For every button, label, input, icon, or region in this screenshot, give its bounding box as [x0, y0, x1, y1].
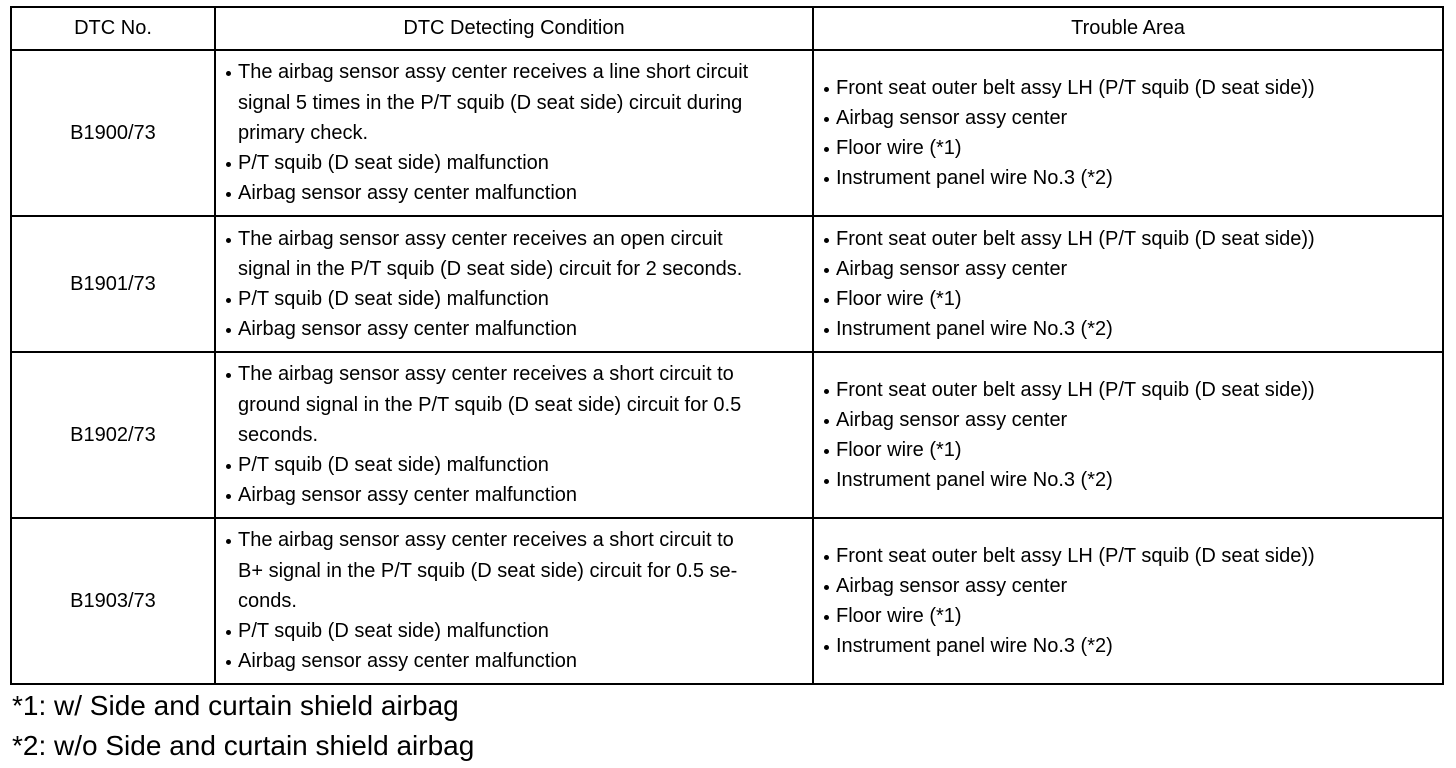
bullet-icon	[824, 117, 829, 122]
trouble-area-item: Floor wire (*1)	[814, 601, 1442, 631]
header-row	[11, 7, 1443, 50]
condition-cell	[215, 50, 813, 216]
bullet-icon	[226, 71, 231, 76]
bullet-icon	[824, 419, 829, 424]
condition-line: P/T squib (D seat side) malfunction	[216, 616, 812, 646]
condition-line: Airbag sensor assy center malfunction	[216, 178, 812, 208]
dtc-table	[10, 6, 1444, 685]
condition-list	[216, 57, 812, 208]
condition-cell	[215, 518, 813, 684]
bullet-icon	[824, 615, 829, 620]
trouble-area-cell	[813, 352, 1443, 518]
condition-line: ground signal in the P/T squib (D seat side) circuit for 0.5	[238, 393, 742, 416]
trouble-area-item: Airbag sensor assy center	[814, 103, 1442, 133]
trouble-area-cell	[813, 518, 1443, 684]
condition-line: The airbag sensor assy center receives an open circuit	[216, 224, 812, 254]
footnote-2: *2: w/o Side and curtain shield airbag	[12, 730, 475, 761]
table-row	[11, 216, 1443, 352]
bullet-icon	[226, 660, 231, 665]
bullet-icon	[824, 585, 829, 590]
trouble-area-item: Instrument panel wire No.3 (*2)	[814, 163, 1442, 193]
condition-line: P/T squib (D seat side) malfunction	[216, 450, 812, 480]
condition-cell	[215, 216, 813, 352]
condition-line: The airbag sensor assy center receives a line short circuit	[216, 57, 812, 87]
trouble-area-item: Instrument panel wire No.3 (*2)	[814, 631, 1442, 661]
condition-line: P/T squib (D seat side) malfunction	[216, 284, 812, 314]
bullet-icon	[226, 328, 231, 333]
condition-line: signal 5 times in the P/T squib (D seat side) circuit during	[238, 91, 743, 114]
trouble-area-item: Front seat outer belt assy LH (P/T squib (D seat side))	[814, 541, 1442, 571]
condition-line: Airbag sensor assy center malfunction	[216, 646, 812, 676]
bullet-icon	[226, 298, 231, 303]
dtc-code: B1902/73	[11, 352, 215, 518]
bullet-icon	[226, 238, 231, 243]
bullet-icon	[226, 192, 231, 197]
trouble-area-list	[814, 224, 1442, 345]
bullet-icon	[824, 449, 829, 454]
bullet-icon	[226, 494, 231, 499]
trouble-area-item: Airbag sensor assy center	[814, 405, 1442, 435]
trouble-area-item: Airbag sensor assy center	[814, 571, 1442, 601]
bullet-icon	[824, 238, 829, 243]
trouble-area-cell	[813, 216, 1443, 352]
trouble-area-list	[814, 541, 1442, 662]
condition-line: signal in the P/T squib (D seat side) circuit for 2 seconds.	[238, 257, 743, 280]
bullet-icon	[824, 87, 829, 92]
trouble-area-item: Instrument panel wire No.3 (*2)	[814, 314, 1442, 344]
footnote-1: *1: w/ Side and curtain shield airbag	[12, 690, 459, 721]
trouble-area-item: Airbag sensor assy center	[814, 254, 1442, 284]
dtc-code: B1901/73	[11, 216, 215, 352]
condition-line: conds.	[238, 589, 297, 612]
table-row	[11, 352, 1443, 518]
trouble-area-list	[814, 375, 1442, 496]
dtc-code: B1903/73	[11, 518, 215, 684]
condition-line: The airbag sensor assy center receives a short circuit to	[216, 525, 812, 555]
bullet-icon	[824, 389, 829, 394]
bullet-icon	[226, 464, 231, 469]
bullet-icon	[824, 328, 829, 333]
table-row	[11, 518, 1443, 684]
bullet-icon	[824, 268, 829, 273]
bullet-icon	[226, 539, 231, 544]
condition-list	[216, 525, 812, 676]
table-row	[11, 50, 1443, 216]
bullet-icon	[824, 645, 829, 650]
bullet-icon	[824, 177, 829, 182]
trouble-area-cell	[813, 50, 1443, 216]
bullet-icon	[226, 373, 231, 378]
condition-line: Airbag sensor assy center malfunction	[216, 480, 812, 510]
condition-line: B+ signal in the P/T squib (D seat side) circuit for 0.5 se-	[238, 559, 738, 582]
trouble-area-item: Instrument panel wire No.3 (*2)	[814, 465, 1442, 495]
condition-list	[216, 359, 812, 510]
header-dtc-no: DTC No.	[11, 7, 215, 50]
condition-line: The airbag sensor assy center receives a short circuit to	[216, 359, 812, 389]
condition-line: seconds.	[238, 423, 319, 446]
bullet-icon	[226, 630, 231, 635]
trouble-area-item: Floor wire (*1)	[814, 284, 1442, 314]
trouble-area-item: Front seat outer belt assy LH (P/T squib (D seat side))	[814, 375, 1442, 405]
condition-cell	[215, 352, 813, 518]
header-trouble-area: Trouble Area	[813, 7, 1443, 50]
condition-line: Airbag sensor assy center malfunction	[216, 314, 812, 344]
bullet-icon	[226, 162, 231, 167]
trouble-area-list	[814, 73, 1442, 194]
bullet-icon	[824, 298, 829, 303]
bullet-icon	[824, 147, 829, 152]
trouble-area-item: Front seat outer belt assy LH (P/T squib (D seat side))	[814, 224, 1442, 254]
header-detecting-condition: DTC Detecting Condition	[215, 7, 813, 50]
dtc-code: B1900/73	[11, 50, 215, 216]
trouble-area-item: Floor wire (*1)	[814, 435, 1442, 465]
condition-line: P/T squib (D seat side) malfunction	[216, 148, 812, 178]
condition-line: primary check.	[238, 121, 369, 144]
trouble-area-item: Floor wire (*1)	[814, 133, 1442, 163]
trouble-area-item: Front seat outer belt assy LH (P/T squib (D seat side))	[814, 73, 1442, 103]
bullet-icon	[824, 479, 829, 484]
bullet-icon	[824, 555, 829, 560]
footnotes	[12, 686, 474, 766]
condition-list	[216, 224, 812, 345]
